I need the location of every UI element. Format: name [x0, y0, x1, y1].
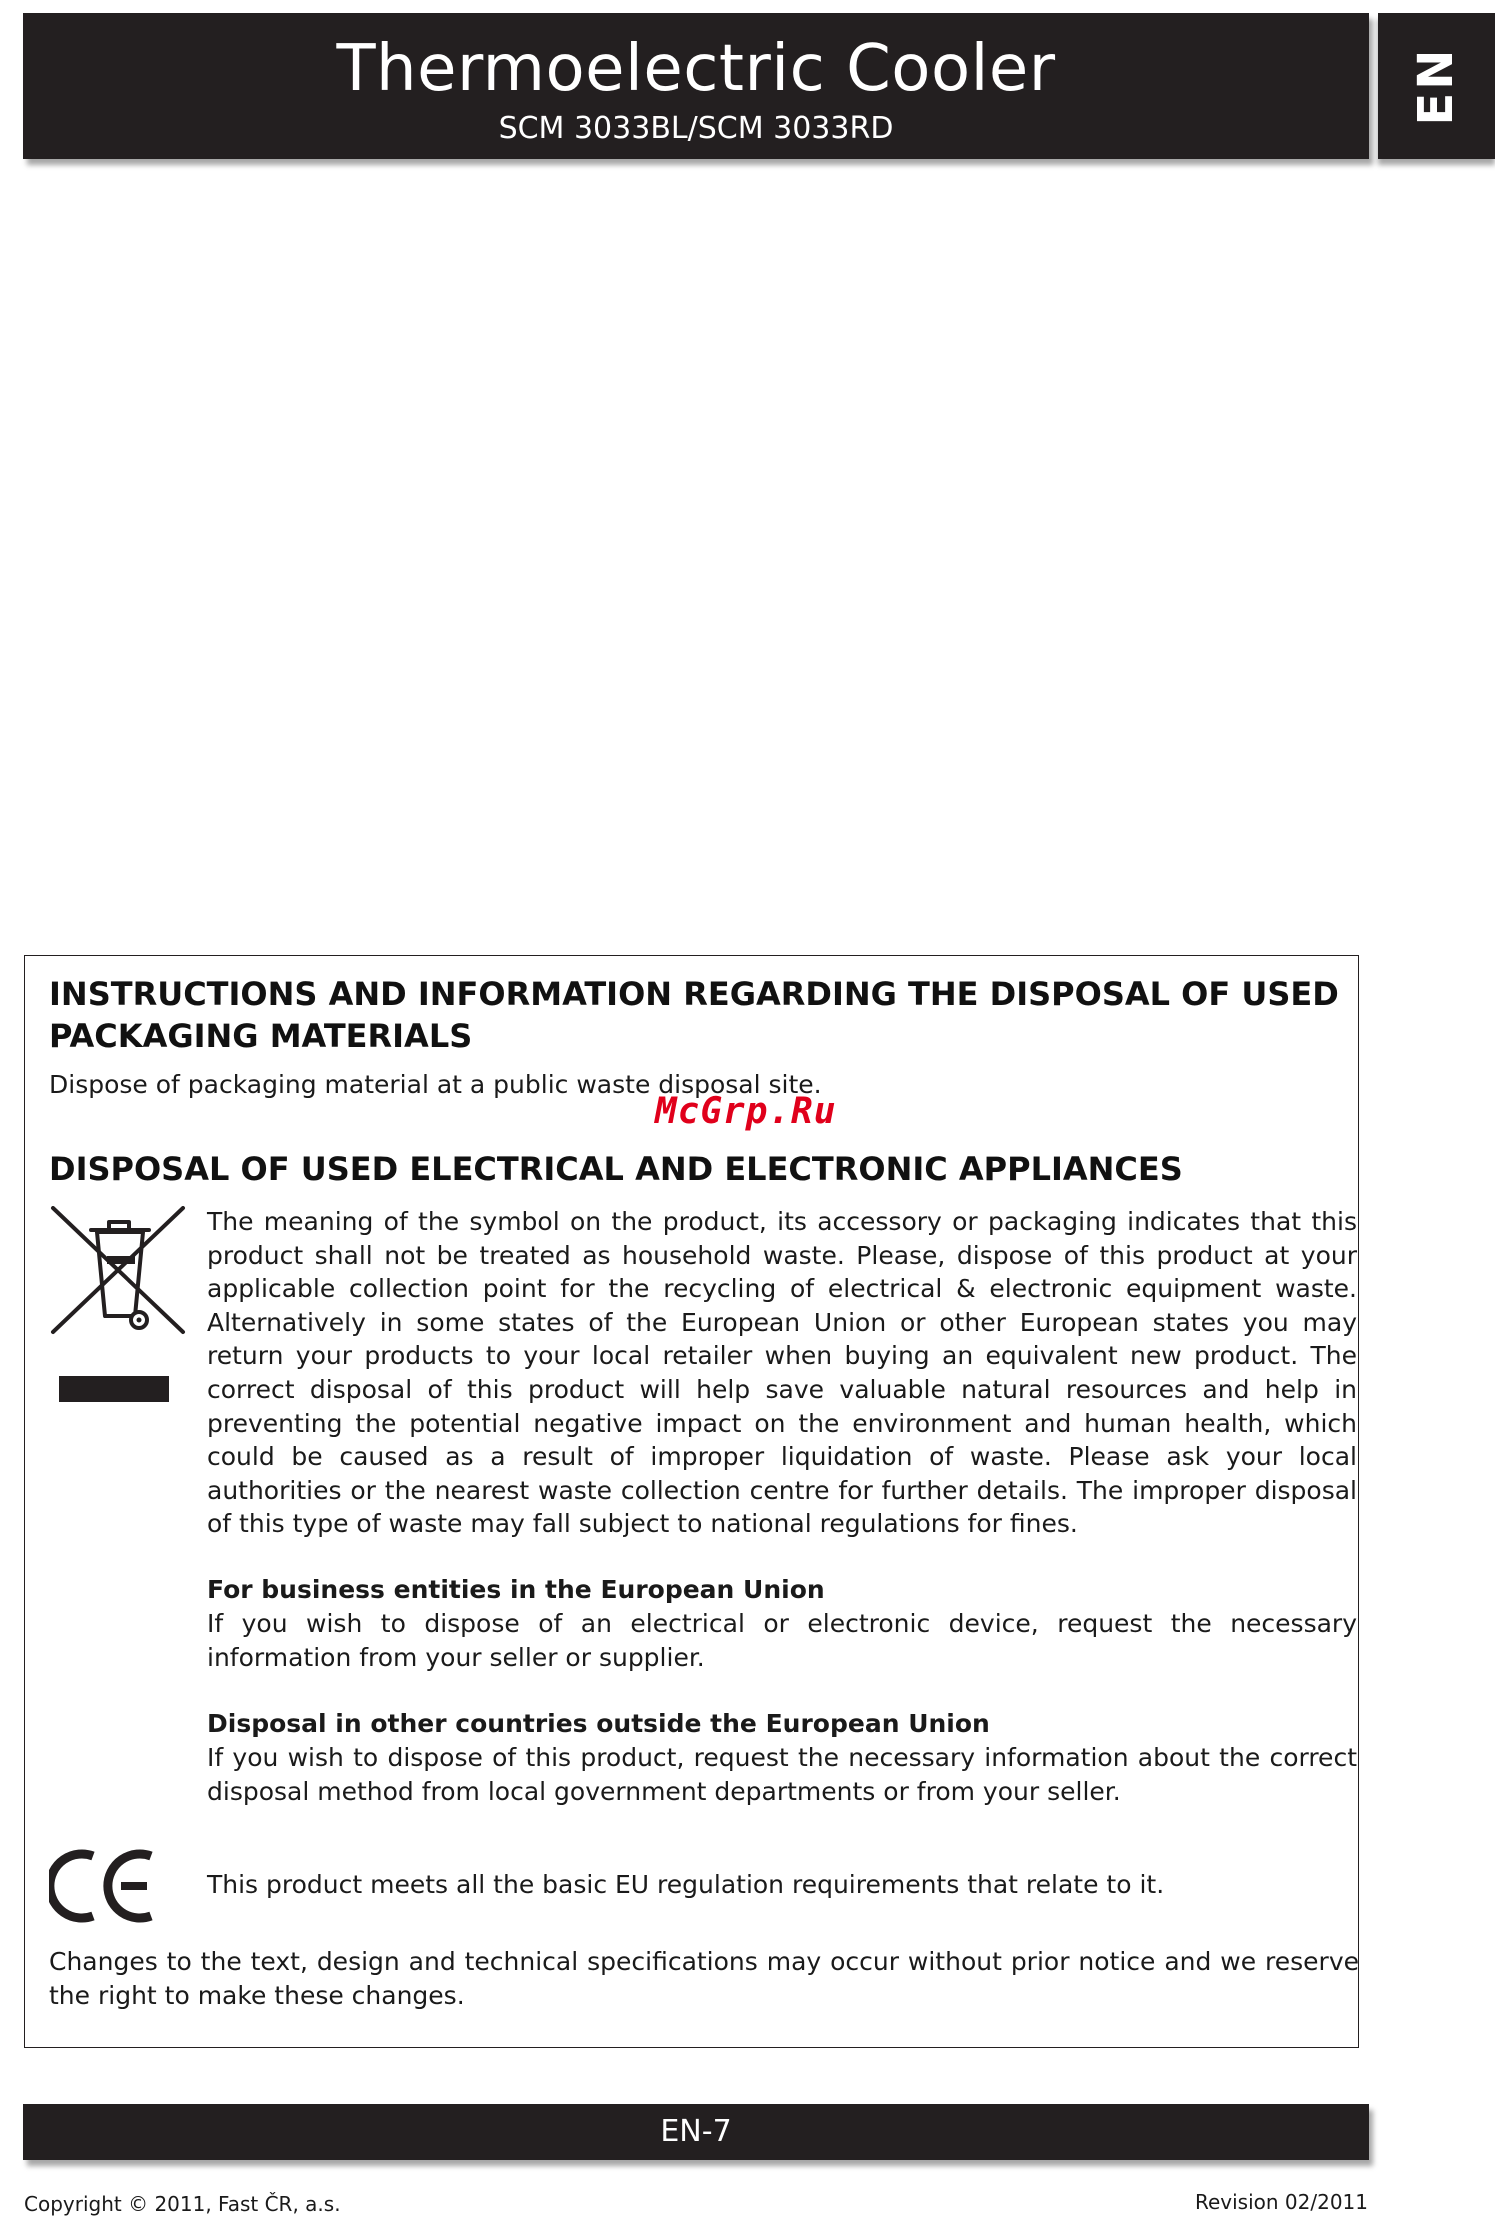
packaging-heading: INSTRUCTIONS AND INFORMATION REGARDING THE DISPOSAL OF USED PACKAGING MATERIALS: [49, 975, 1339, 1055]
page-number: EN-7: [660, 2114, 732, 2149]
business-heading: For business entities in the European Union: [207, 1575, 825, 1604]
language-tab-label: EN: [1408, 46, 1464, 126]
electrical-heading: DISPOSAL OF USED ELECTRICAL AND ELECTRONIC APPLIANCES: [49, 1150, 1183, 1188]
revision-text: Revision 02/2011: [1194, 2190, 1368, 2214]
header-bar: [23, 13, 1369, 159]
language-tab: [1378, 13, 1495, 159]
weee-description: The meaning of the symbol on the product, its accessory or packaging indicates that this product shall not be treated as household waste. Please, dispose of this product at your applicable collection point for the recycling of electrical & electronic equipment waste. Alternatively in some states of the European Union or other European states you may return your products to your local retailer when buying an equivalent new product. The correct disposal of this product will help save valuable natural resources and help in preventing the potential negative impact on the environment and human health, which could be caused as a result of improper liquidation of waste. Please ask your local authorities or the nearest waste collection centre for further details. The improper disposal of this type of waste may fall subject to national regulations for fines.: [207, 1207, 1357, 1539]
outside-eu-heading: Disposal in other countries outside the European Union: [207, 1709, 990, 1738]
ce-mark-icon: [49, 1846, 159, 1926]
packaging-text: Dispose of packaging material at a public waste disposal site.: [49, 1070, 822, 1099]
watermark: McGrp.Ru: [655, 1091, 837, 1132]
copyright-text: Copyright © 2011, Fast ČR, a.s.: [24, 2192, 341, 2216]
footer-bar: [23, 2104, 1369, 2160]
weee-underline-bar: [59, 1376, 169, 1402]
outside-eu-text: If you wish to dispose of this product, request the necessary information about the correct disposal method from local government departments or from your seller.: [207, 1743, 1357, 1806]
document-title: Thermoelectric Cooler: [336, 32, 1056, 106]
changes-notice: Changes to the text, design and technical specifications may occur without prior notice and we reserve the right to make these changes.: [49, 1947, 1359, 2010]
model-numbers: SCM 3033BL/SCM 3033RD: [498, 111, 894, 146]
weee-crossed-bin-icon: [49, 1206, 189, 1336]
business-text: If you wish to dispose of an electrical or electronic device, request the necessary information from your seller or supplier.: [207, 1609, 1357, 1672]
ce-conformity-text: This product meets all the basic EU regulation requirements that relate to it.: [207, 1870, 1165, 1899]
